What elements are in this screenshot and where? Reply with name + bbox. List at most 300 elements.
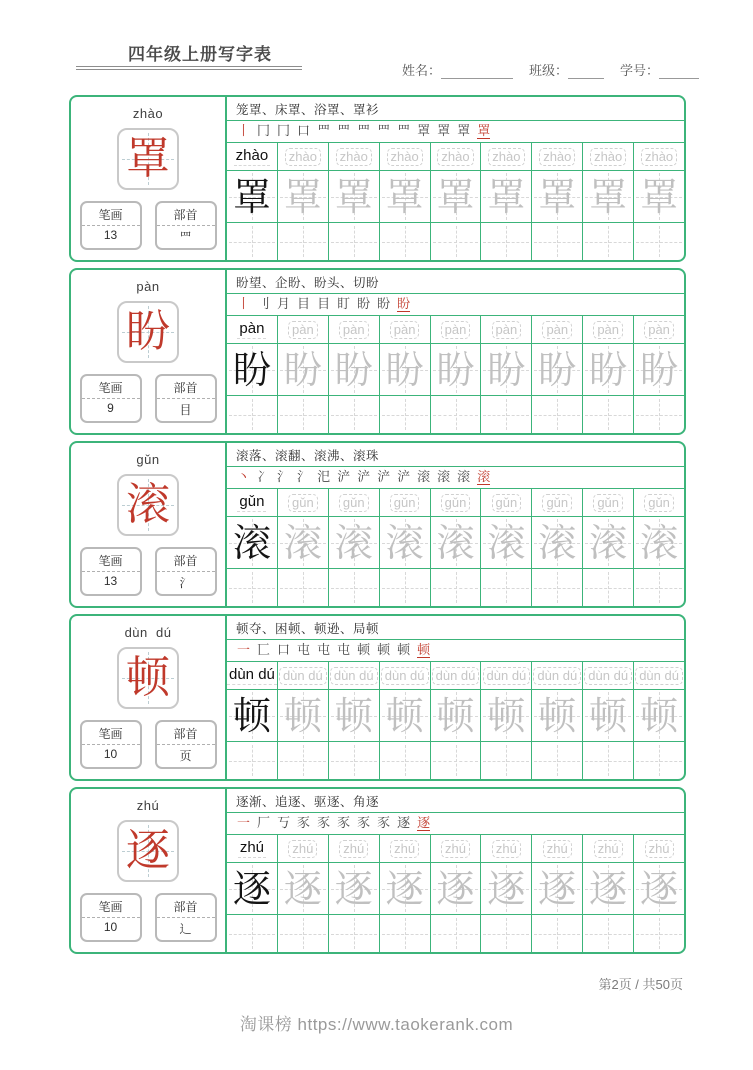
name-field <box>402 60 513 79</box>
character-block <box>69 614 686 781</box>
stroke-step-glyph: 丨 <box>237 124 251 139</box>
pinyin-cell <box>431 143 482 170</box>
character-trace: 顿 <box>589 693 628 738</box>
pinyin-cell <box>278 662 329 689</box>
stroke-step-glyph: 罩 <box>437 124 451 139</box>
student-info-fields <box>402 60 699 79</box>
word-list: 逐渐、追逐、驱逐、角逐 <box>227 789 684 813</box>
character-block <box>69 787 686 954</box>
character-cell <box>431 863 482 914</box>
character-trace: 滚 <box>334 520 373 565</box>
pinyin-cell <box>583 835 634 862</box>
empty-practice-cell <box>227 396 278 433</box>
stroke-count-label: 笔画 <box>82 722 140 745</box>
pinyin-cell <box>431 662 482 689</box>
character-cell <box>634 517 684 568</box>
character-cell <box>481 863 532 914</box>
pinyin-trace: dùn dú <box>483 667 531 685</box>
stroke-step-glyph: 豕 <box>377 816 391 831</box>
stroke-step-glyph: 目 <box>317 297 331 312</box>
character-trace: 顿 <box>487 693 526 738</box>
student-id-field <box>620 60 699 79</box>
empty-practice-cell <box>227 569 278 606</box>
pinyin-trace: gǔn <box>492 494 522 512</box>
radical-box <box>155 720 217 769</box>
stroke-step-glyph: 口 <box>297 124 311 139</box>
empty-practice-cell <box>431 569 482 606</box>
pinyin-cell <box>380 489 431 516</box>
model-character-box <box>117 301 179 363</box>
character-cell <box>278 863 329 914</box>
character-cell <box>532 344 583 395</box>
pinyin-cell <box>532 316 583 343</box>
character-trace: 盼 <box>283 347 322 392</box>
pinyin-cell <box>278 316 329 343</box>
stroke-step-glyph: 冂 <box>257 124 271 139</box>
empty-practice-cell <box>431 223 482 260</box>
character-cell <box>481 344 532 395</box>
pinyin-trace: zhào <box>336 148 372 166</box>
empty-practice-cell <box>227 223 278 260</box>
character-trace: 逐 <box>283 866 322 911</box>
empty-practice-cell <box>634 569 684 606</box>
stroke-count-label: 笔画 <box>82 895 140 918</box>
character-trace: 顿 <box>334 693 373 738</box>
stroke-step-glyph: 豕 <box>357 816 371 831</box>
empty-practice-cell <box>278 569 329 606</box>
empty-practice-cell <box>481 915 532 952</box>
character-trace: 顿 <box>385 693 424 738</box>
block-left-panel <box>71 270 227 433</box>
character-cell <box>329 344 380 395</box>
stroke-step-glyph: 罒 <box>397 124 411 139</box>
stroke-step-glyph: 一 <box>237 816 251 831</box>
character-trace: 罩 <box>436 174 475 219</box>
character-trace: 逐 <box>538 866 577 911</box>
character-trace: 罩 <box>538 174 577 219</box>
character-cell <box>278 344 329 395</box>
pinyin-practice-row <box>227 835 684 863</box>
character-cell <box>278 690 329 741</box>
character-practice-row <box>227 863 684 915</box>
class-label: 班级： <box>529 63 569 78</box>
empty-practice-cell <box>481 223 532 260</box>
pinyin-trace: gǔn <box>288 494 318 512</box>
student-id-label: 学号： <box>620 63 660 78</box>
pinyin-practice-row <box>227 316 684 344</box>
pinyin-cell <box>583 489 634 516</box>
empty-practice-cell <box>532 915 583 952</box>
pinyin-trace: pàn <box>492 321 522 339</box>
stroke-step-glyph: 丶 <box>237 470 251 485</box>
stroke-step-glyph: 氵 <box>297 470 311 485</box>
pinyin-practice-row <box>227 489 684 517</box>
stroke-count-box <box>80 720 142 769</box>
pinyin-trace: dùn dú <box>330 667 378 685</box>
stroke-step-glyph: 月 <box>277 297 291 312</box>
pinyin-cell <box>634 489 684 516</box>
page-title: 四年级上册写字表 <box>128 45 272 64</box>
block-practice-panel <box>227 270 684 433</box>
character-model: 滚 <box>232 520 271 565</box>
empty-practice-row <box>227 742 684 779</box>
character-cell <box>532 171 583 222</box>
info-row <box>80 720 217 769</box>
block-practice-panel <box>227 97 684 260</box>
pinyin-trace: zhào <box>437 148 473 166</box>
stroke-count-label: 笔画 <box>82 203 140 226</box>
empty-practice-cell <box>583 569 634 606</box>
stroke-step-glyph: 顿 <box>377 643 391 658</box>
pinyin-model: dùn dú <box>229 666 275 683</box>
pinyin-trace: pàn <box>542 321 572 339</box>
pinyin-cell <box>481 835 532 862</box>
stroke-step-glyph: 浐 <box>357 470 371 485</box>
pinyin-trace: pàn <box>288 321 318 339</box>
pinyin-cell <box>227 662 278 689</box>
empty-practice-cell <box>278 223 329 260</box>
stroke-step-glyph: 目 <box>297 297 311 312</box>
stroke-count-value: 9 <box>107 401 114 415</box>
character-cell <box>227 171 278 222</box>
empty-practice-cell <box>227 742 278 779</box>
empty-practice-row <box>227 915 684 952</box>
character-trace: 滚 <box>487 520 526 565</box>
title-double-underline <box>76 66 302 70</box>
character-trace: 盼 <box>589 347 628 392</box>
empty-practice-cell <box>380 915 431 952</box>
character-trace: 滚 <box>538 520 577 565</box>
pinyin-trace: gǔn <box>593 494 623 512</box>
empty-practice-cell <box>380 742 431 779</box>
character-cell <box>227 863 278 914</box>
name-label: 姓名： <box>402 63 442 78</box>
pinyin-trace: pàn <box>390 321 420 339</box>
character-trace: 罩 <box>334 174 373 219</box>
pinyin-trace: zhú <box>339 840 368 858</box>
stroke-step-glyph: 口 <box>277 643 291 658</box>
block-pinyin-label: zhào <box>132 106 164 121</box>
character-trace: 罩 <box>487 174 526 219</box>
stroke-order-row <box>227 640 684 662</box>
block-left-panel <box>71 616 227 779</box>
character-cell <box>532 690 583 741</box>
stroke-step-glyph: 罒 <box>377 124 391 139</box>
character-model: 盼 <box>232 347 271 392</box>
info-row <box>80 547 217 596</box>
main-character: 罩 <box>126 133 170 184</box>
pinyin-cell <box>532 835 583 862</box>
character-trace: 逐 <box>640 866 679 911</box>
pinyin-practice-row <box>227 143 684 171</box>
character-cell <box>583 171 634 222</box>
pinyin-cell <box>329 143 380 170</box>
pinyin-cell <box>583 316 634 343</box>
stroke-step-glyph: 盼 <box>377 297 391 312</box>
radical-label: 部首 <box>157 722 215 745</box>
empty-practice-cell <box>583 396 634 433</box>
model-character-box <box>117 647 179 709</box>
stroke-count-box <box>80 201 142 250</box>
stroke-count-value: 10 <box>103 747 118 761</box>
character-practice-row <box>227 344 684 396</box>
character-trace: 盼 <box>334 347 373 392</box>
empty-practice-cell <box>380 396 431 433</box>
character-cell <box>634 171 684 222</box>
character-cell <box>583 517 634 568</box>
pinyin-practice-row <box>227 662 684 690</box>
empty-practice-cell <box>634 396 684 433</box>
pinyin-cell <box>227 143 278 170</box>
character-trace: 滚 <box>589 520 628 565</box>
stroke-count-value: 13 <box>103 228 118 242</box>
stroke-step-glyph: 顿 <box>357 643 371 658</box>
pinyin-model: zhú <box>239 839 265 856</box>
radical-value: 氵 <box>179 576 192 590</box>
pinyin-cell <box>227 835 278 862</box>
pinyin-trace: dùn dú <box>584 667 632 685</box>
character-cell <box>431 517 482 568</box>
pinyin-model: gǔn <box>239 493 265 510</box>
character-trace: 顿 <box>640 693 679 738</box>
character-cell <box>380 171 431 222</box>
pinyin-cell <box>227 316 278 343</box>
character-block <box>69 268 686 435</box>
pinyin-cell <box>481 143 532 170</box>
pinyin-cell <box>329 316 380 343</box>
stroke-step-glyph: 逐 <box>397 816 411 831</box>
pinyin-trace: zhú <box>594 840 623 858</box>
stroke-step-glyph: 罒 <box>317 124 331 139</box>
pinyin-cell <box>634 143 684 170</box>
pinyin-cell <box>481 489 532 516</box>
stroke-step-glyph: 盯 <box>337 297 351 312</box>
empty-practice-cell <box>481 396 532 433</box>
pinyin-trace: zhào <box>539 148 575 166</box>
stroke-count-box <box>80 374 142 423</box>
empty-practice-cell <box>532 396 583 433</box>
character-cell <box>278 517 329 568</box>
pinyin-trace: zhú <box>645 840 674 858</box>
pinyin-cell <box>532 662 583 689</box>
stroke-step-glyph: 丂 <box>277 816 291 831</box>
empty-practice-cell <box>634 223 684 260</box>
pinyin-trace: zhú <box>288 840 317 858</box>
radical-label: 部首 <box>157 895 215 918</box>
pinyin-trace: zhú <box>441 840 470 858</box>
radical-box <box>155 547 217 596</box>
stroke-step-glyph: 浐 <box>337 470 351 485</box>
empty-practice-cell <box>431 915 482 952</box>
character-cell <box>583 344 634 395</box>
main-character: 滚 <box>126 479 170 530</box>
empty-practice-cell <box>634 742 684 779</box>
empty-practice-cell <box>329 223 380 260</box>
stroke-step-glyph: 顿 <box>417 642 431 658</box>
pinyin-cell <box>634 662 684 689</box>
character-model: 罩 <box>232 174 271 219</box>
character-trace: 滚 <box>283 520 322 565</box>
main-character: 盼 <box>126 306 170 357</box>
pinyin-trace: pàn <box>644 321 674 339</box>
block-pinyin-label: pàn <box>136 279 160 294</box>
character-trace: 逐 <box>589 866 628 911</box>
empty-practice-cell <box>380 223 431 260</box>
character-cell <box>634 690 684 741</box>
character-trace: 盼 <box>385 347 424 392</box>
stroke-count-value: 13 <box>103 574 118 588</box>
character-cell <box>380 517 431 568</box>
character-cell <box>481 517 532 568</box>
stroke-step-glyph: 丨 <box>237 297 251 312</box>
character-cell <box>532 863 583 914</box>
stroke-step-glyph: 滚 <box>417 470 431 485</box>
empty-practice-cell <box>329 915 380 952</box>
character-practice-row <box>227 171 684 223</box>
stroke-step-glyph: 刂 <box>257 297 271 312</box>
character-trace: 滚 <box>640 520 679 565</box>
stroke-order-row <box>227 467 684 489</box>
character-cell <box>329 690 380 741</box>
character-trace: 逐 <box>385 866 424 911</box>
character-trace: 逐 <box>487 866 526 911</box>
character-trace: 罩 <box>385 174 424 219</box>
character-cell <box>329 863 380 914</box>
stroke-step-glyph: 浐 <box>377 470 391 485</box>
pinyin-cell <box>583 143 634 170</box>
stroke-step-glyph: 匸 <box>257 643 271 658</box>
character-cell <box>583 863 634 914</box>
empty-practice-cell <box>278 742 329 779</box>
pinyin-trace: zhào <box>641 148 677 166</box>
stroke-step-glyph: 屯 <box>337 643 351 658</box>
pinyin-trace: zhào <box>590 148 626 166</box>
character-cell <box>380 344 431 395</box>
pinyin-cell <box>380 662 431 689</box>
pinyin-cell <box>583 662 634 689</box>
radical-box <box>155 374 217 423</box>
character-cell <box>583 690 634 741</box>
pinyin-trace: gǔn <box>542 494 572 512</box>
pinyin-cell <box>532 143 583 170</box>
pinyin-trace: pàn <box>593 321 623 339</box>
radical-value: 页 <box>179 749 192 763</box>
character-trace: 罩 <box>283 174 322 219</box>
pinyin-trace: pàn <box>441 321 471 339</box>
empty-practice-cell <box>380 569 431 606</box>
site-watermark: 淘课榜 https://www.taokerank.com <box>239 1015 514 1034</box>
radical-value: 目 <box>179 403 192 417</box>
pinyin-trace: zhú <box>390 840 419 858</box>
radical-label: 部首 <box>157 549 215 572</box>
stroke-count-label: 笔画 <box>82 376 140 399</box>
pinyin-trace: dùn dú <box>381 667 429 685</box>
empty-practice-cell <box>583 223 634 260</box>
empty-practice-cell <box>583 742 634 779</box>
pinyin-cell <box>329 835 380 862</box>
empty-practice-cell <box>329 396 380 433</box>
character-cell <box>329 517 380 568</box>
character-cell <box>634 863 684 914</box>
pinyin-cell <box>634 835 684 862</box>
empty-practice-row <box>227 569 684 606</box>
pinyin-cell <box>278 835 329 862</box>
character-blocks <box>69 95 686 960</box>
block-practice-panel <box>227 789 684 952</box>
word-list: 滚落、滚翻、滚沸、滚珠 <box>227 443 684 467</box>
pinyin-trace: gǔn <box>339 494 369 512</box>
pinyin-trace: dùn dú <box>279 667 327 685</box>
empty-practice-cell <box>278 396 329 433</box>
empty-practice-cell <box>532 742 583 779</box>
pinyin-cell <box>380 143 431 170</box>
empty-practice-cell <box>532 223 583 260</box>
stroke-step-glyph: 罒 <box>337 124 351 139</box>
stroke-order-row <box>227 121 684 143</box>
character-cell <box>481 171 532 222</box>
pinyin-trace: zhú <box>492 840 521 858</box>
character-cell <box>431 690 482 741</box>
character-trace: 顿 <box>538 693 577 738</box>
character-cell <box>481 690 532 741</box>
empty-practice-cell <box>532 569 583 606</box>
pinyin-trace: dùn dú <box>635 667 683 685</box>
stroke-step-glyph: 汜 <box>317 470 331 485</box>
pinyin-trace: zhú <box>543 840 572 858</box>
radical-box <box>155 893 217 942</box>
pinyin-trace: gǔn <box>644 494 674 512</box>
block-pinyin-label: gǔn <box>136 452 160 467</box>
character-cell <box>278 171 329 222</box>
stroke-step-glyph: 盼 <box>357 297 371 312</box>
character-trace: 顿 <box>283 693 322 738</box>
stroke-order-row <box>227 294 684 316</box>
stroke-step-glyph: 一 <box>237 643 251 658</box>
stroke-step-glyph: 盼 <box>397 296 411 312</box>
name-blank-line <box>441 64 513 79</box>
stroke-count-box <box>80 547 142 596</box>
stroke-count-label: 笔画 <box>82 549 140 572</box>
stroke-step-glyph: 滚 <box>437 470 451 485</box>
main-character: 顿 <box>126 652 170 703</box>
block-practice-panel <box>227 443 684 606</box>
pinyin-cell <box>380 316 431 343</box>
pinyin-cell <box>329 489 380 516</box>
pinyin-cell <box>227 489 278 516</box>
character-trace: 滚 <box>385 520 424 565</box>
character-model: 顿 <box>232 693 271 738</box>
empty-practice-cell <box>583 915 634 952</box>
block-pinyin-label: zhú <box>136 798 160 813</box>
character-model: 逐 <box>232 866 271 911</box>
pinyin-trace: gǔn <box>390 494 420 512</box>
stroke-step-glyph: 豕 <box>337 816 351 831</box>
block-practice-panel <box>227 616 684 779</box>
pinyin-cell <box>481 316 532 343</box>
empty-practice-cell <box>278 915 329 952</box>
character-trace: 罩 <box>589 174 628 219</box>
character-cell <box>227 344 278 395</box>
radical-value: 罒 <box>179 230 192 244</box>
model-character-box <box>117 820 179 882</box>
stroke-step-glyph: 滚 <box>457 470 471 485</box>
stroke-step-glyph: 冂 <box>277 124 291 139</box>
pinyin-cell <box>431 316 482 343</box>
pinyin-cell <box>634 316 684 343</box>
radical-label: 部首 <box>157 376 215 399</box>
character-cell <box>227 517 278 568</box>
stroke-step-glyph: 冫 <box>257 470 271 485</box>
